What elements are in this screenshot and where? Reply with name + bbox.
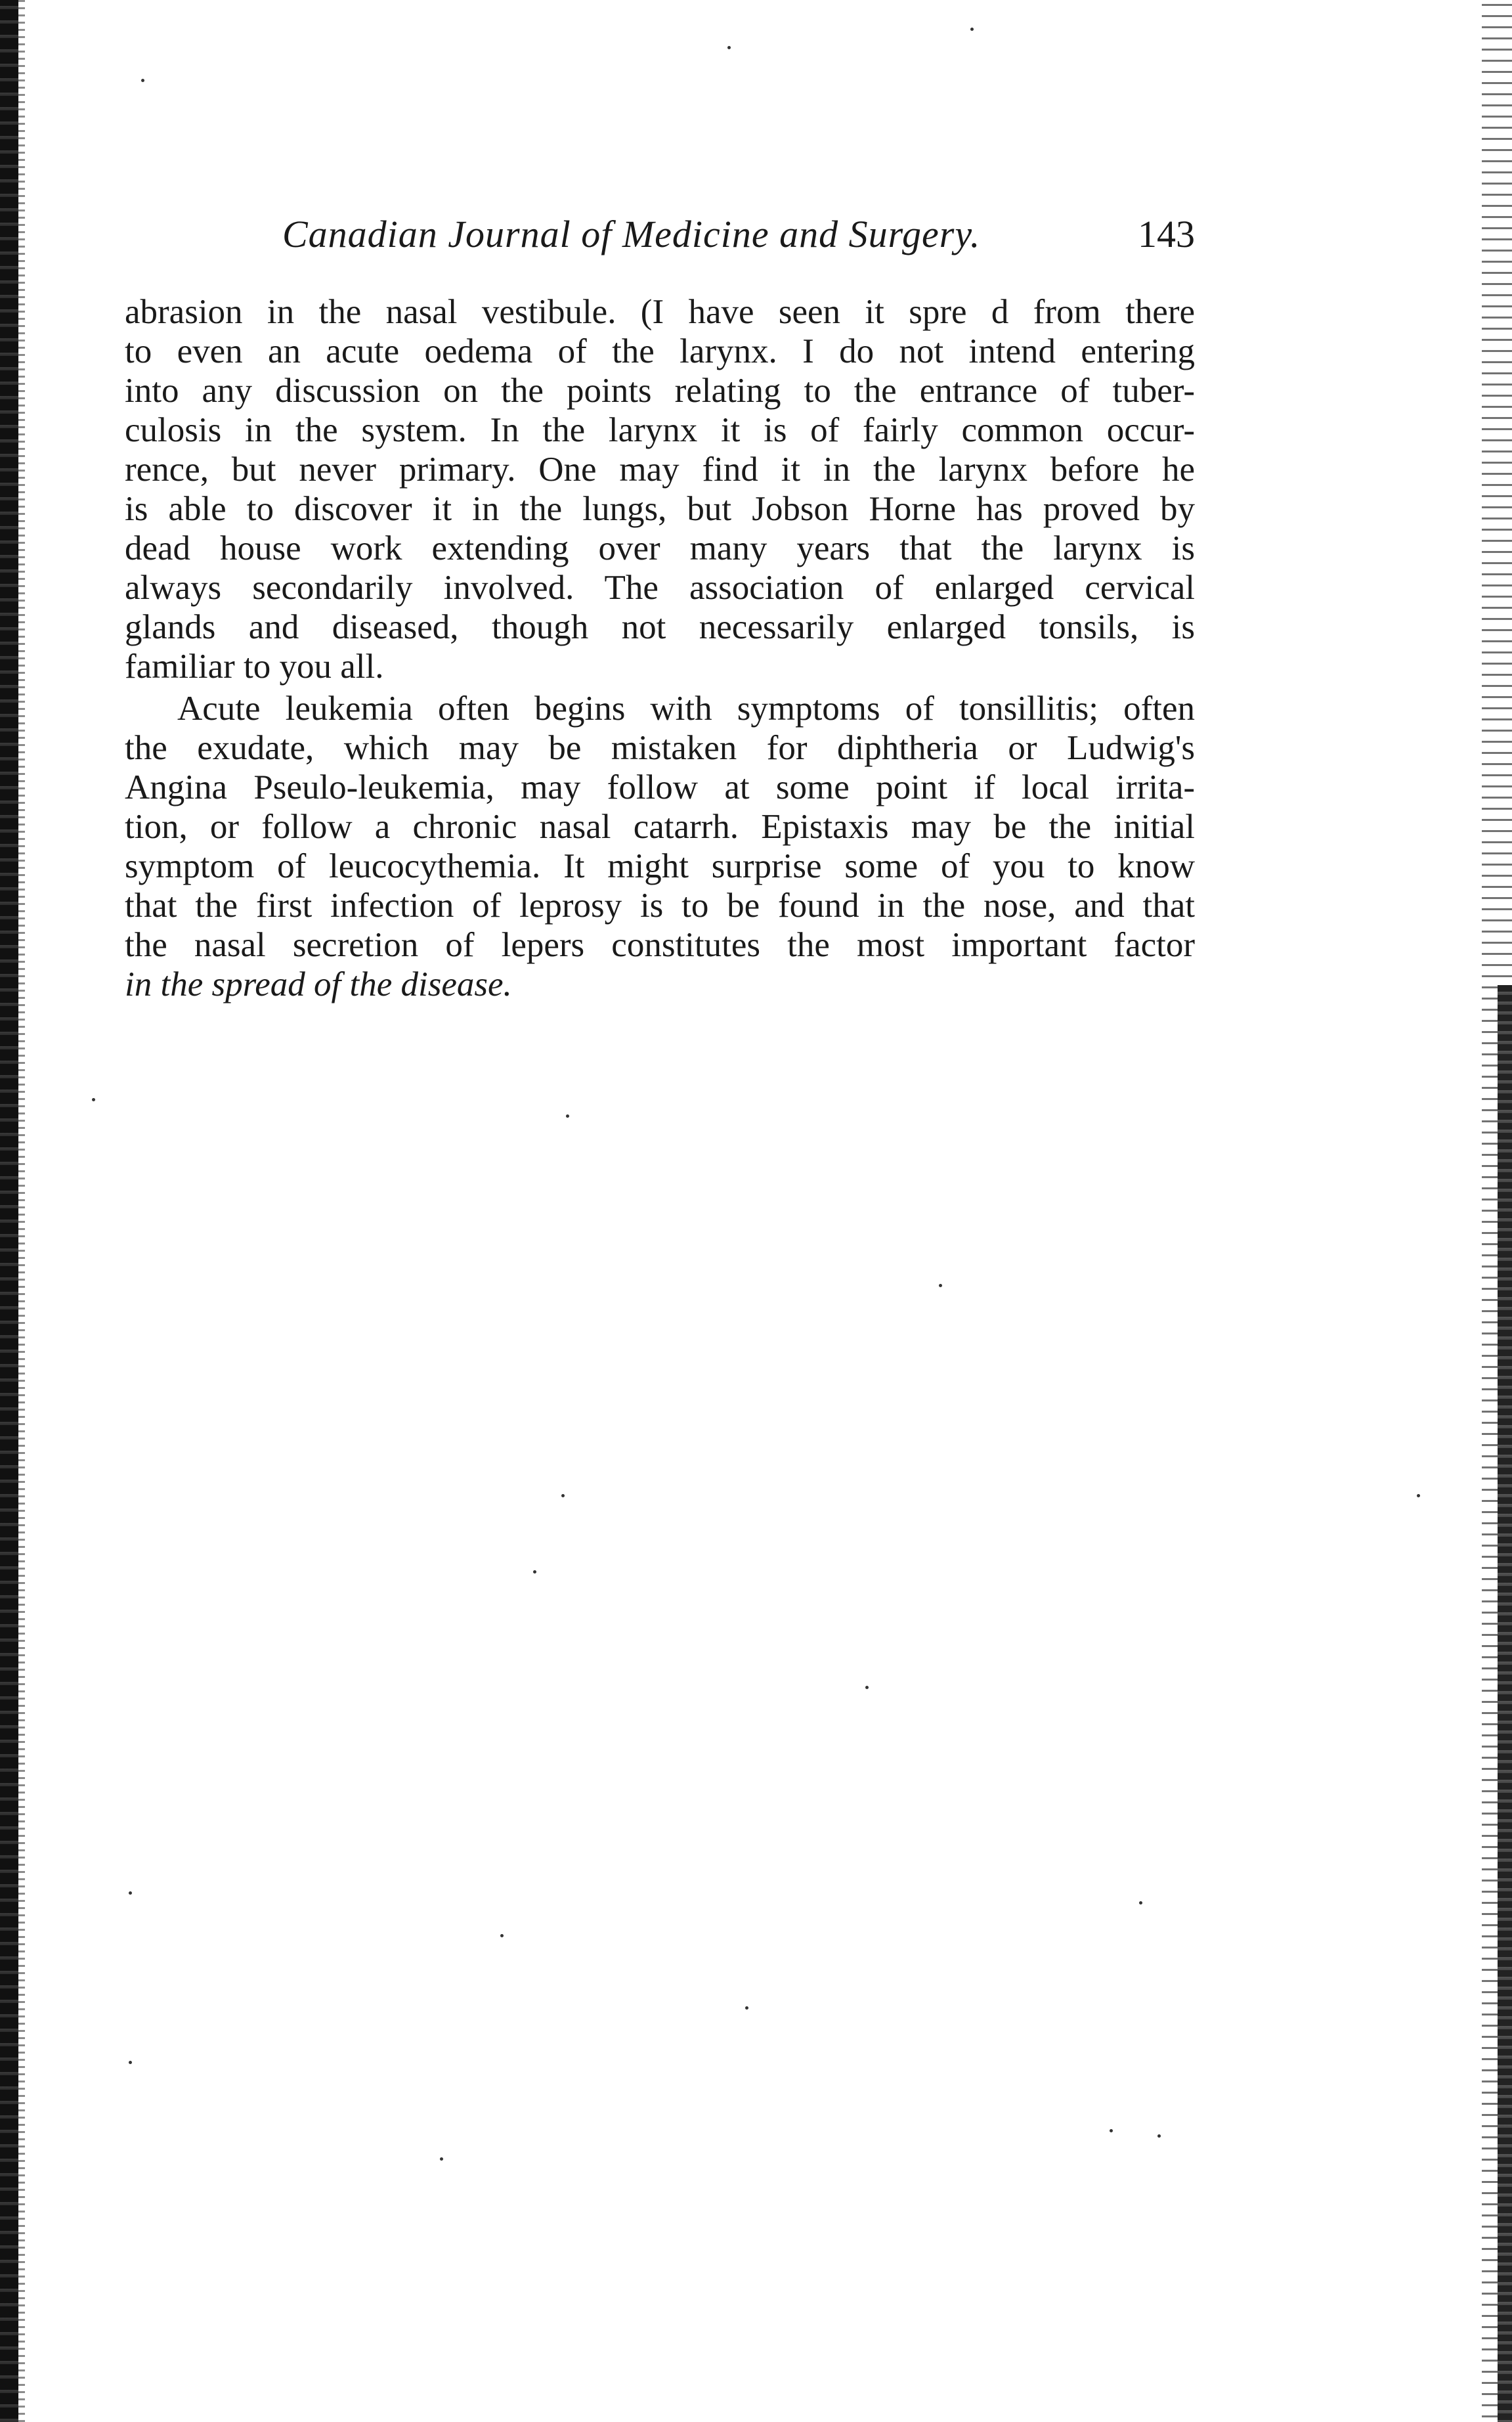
text-line: the exudate, which may be mistaken for diphtheria or Ludwig's [125, 729, 1195, 767]
scan-speck [561, 1494, 565, 1497]
scan-speck [970, 28, 974, 31]
journal-title: Canadian Journal of Medicine and Surgery. [282, 213, 981, 255]
scan-speck [865, 1686, 869, 1689]
body-text [125, 292, 1195, 1004]
text-line: rence, but never primary. One may find it in the larynx before he [125, 451, 1195, 489]
text-line: the nasal secretion of lepers constitutes the most important factor [125, 926, 1195, 964]
text-line: abrasion in the nasal vestibule. (I have seen it spre d from there [125, 293, 1195, 331]
scan-speck [500, 1934, 504, 1937]
running-head [125, 205, 1195, 264]
text-line: culosis in the system. In the larynx it is of fairly common occur- [125, 411, 1195, 449]
text-line: to even an acute oedema of the larynx. I do not intend entering [125, 332, 1195, 370]
paragraph-2 [125, 689, 1195, 1004]
scan-speck [727, 46, 731, 49]
text-line: that the first infection of leprosy is to be found in the nose, and that [125, 887, 1195, 925]
text-line: tion, or follow a chronic nasal catarrh. Epistaxis may be the initial [125, 808, 1195, 846]
scan-speck [533, 1570, 536, 1574]
text-line: in the spread of the disease. [125, 965, 512, 1003]
text-line: is able to discover it in the lungs, but Jobson Horne has proved by [125, 490, 1195, 528]
text-line: Acute leukemia often begins with symptoms of tonsillitis; often [177, 690, 1195, 728]
page-binding-right-shadow [1498, 985, 1512, 2422]
scan-speck [745, 2006, 748, 2010]
page-number: 143 [1138, 213, 1195, 255]
scan-speck [939, 1284, 942, 1287]
scan-speck [129, 2061, 132, 2064]
text-line: familiar to you all. [125, 648, 384, 686]
text-line: symptom of leucocythemia. It might surprise some of you to know [125, 847, 1195, 885]
text-line: always secondarily involved. The association of enlarged cervical [125, 569, 1195, 607]
paragraph-1 [125, 292, 1195, 686]
text-line: into any discussion on the points relating to the entrance of tuber- [125, 372, 1195, 410]
scan-speck [92, 1098, 95, 1101]
scan-speck [566, 1114, 569, 1118]
text-line: dead house work extending over many years that the larynx is [125, 529, 1195, 567]
text-line: glands and diseased, though not necessarily enlarged tonsils, is [125, 608, 1195, 646]
scan-speck [1110, 2129, 1113, 2132]
scan-speck [1139, 1901, 1142, 1905]
scan-speck [440, 2157, 443, 2161]
page-binding-left [0, 0, 18, 2422]
scan-speck [1157, 2134, 1161, 2138]
scan-speck [1417, 1494, 1420, 1497]
scan-speck [129, 1891, 132, 1895]
page-binding-left-edge [18, 0, 25, 2422]
scan-speck [141, 79, 144, 82]
text-line: Angina Pseulo-leukemia, may follow at some point if local irrita- [125, 768, 1195, 806]
